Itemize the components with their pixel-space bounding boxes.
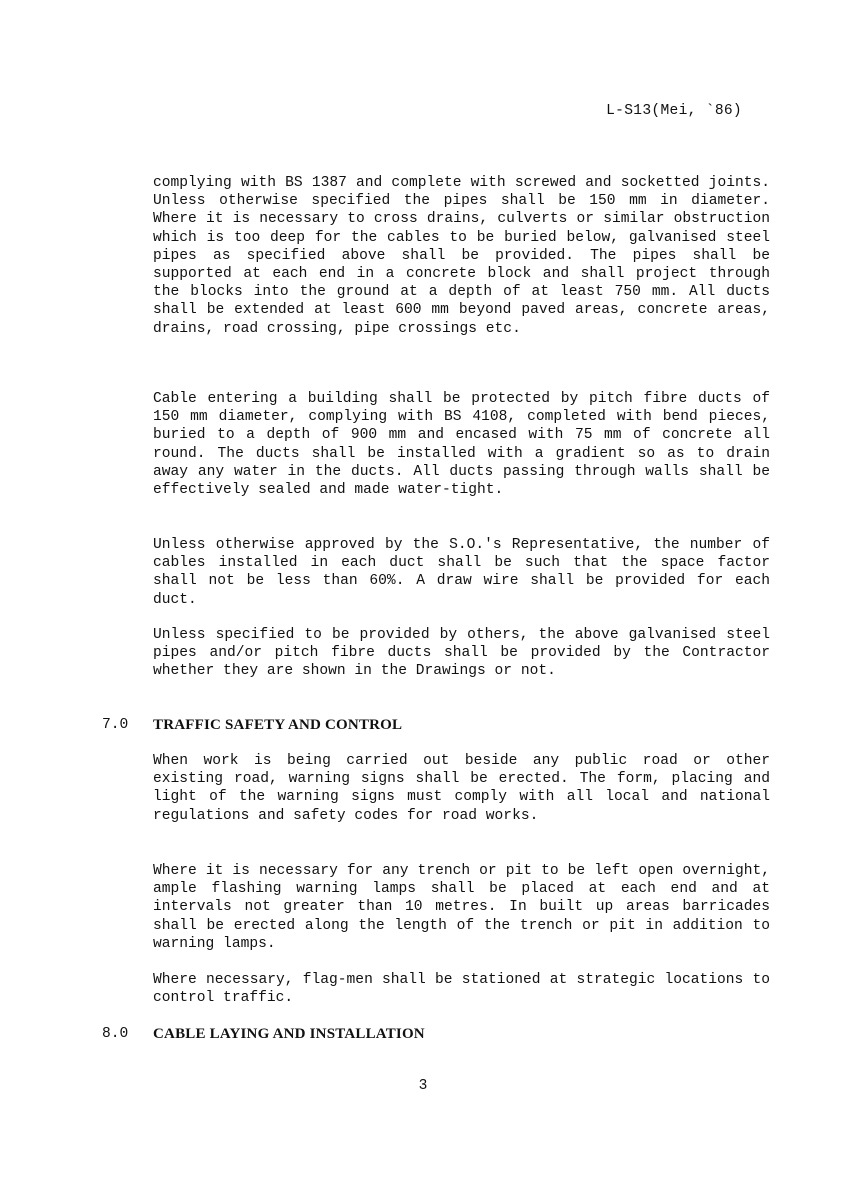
page-number: 3 [418,1078,428,1094]
paragraph-warning-signs: When work is being carried out beside any public road or other existing road, warning signs shall be erected. The form, placing and light of the warning signs must comply with all local and national regulations and safety codes for road works. [153,753,770,824]
section-8-number: 8.0 [102,1026,129,1042]
section-7-number: 7.0 [102,717,129,733]
document-reference: L-S13(Mei, `86) [606,103,742,119]
paragraph-space-factor: Unless otherwise approved by the S.O.'s Representative, the number of cables installed in each duct shall be such that the space factor shall not be less than 60%. A draw wire shall be provided for each duct. [153,537,770,608]
section-8-title: CABLE LAYING AND INSTALLATION [153,1026,425,1042]
section-7-title: TRAFFIC SAFETY AND CONTROL [153,717,403,733]
paragraph-warning-lamps: Where it is necessary for any trench or pit to be left open overnight, ample flashing warning lamps shall be placed at each end and at intervals not greater than 10 metres. In built up areas barricades shall be erected along the length of the trench or pit in addition to warning lamps. [153,863,770,952]
paragraph-ducts-pipes: complying with BS 1387 and complete with screwed and socketted joints. Unless otherwise specified the pipes shall be 150 mm in diameter. Where it is necessary to cross drains, culverts or similar obstruction which is too deep for the cables to be buried below, galvanised steel pipes as specified above shall be provided. The pipes shall be supported at each end in a concrete block and shall project through the blocks into the ground at a depth of at least 750 mm. All ducts shall be extended at least 600 mm beyond paved areas, concrete areas, drains, road crossing, pipe crossings etc. [153,175,770,337]
paragraph-provided-by-contractor: Unless specified to be provided by others, the above galvanised steel pipes and/or pitch fibre ducts shall be provided by the Contractor whether they are shown in the Drawings or not. [153,627,770,680]
paragraph-cable-entering-building: Cable entering a building shall be protected by pitch fibre ducts of 150 mm diameter, complying with BS 4108, completed with bend pieces, buried to a depth of 900 mm and encased with 75 mm of concrete all round. The ducts shall be installed with a gradient so as to drain away any water in the ducts. All ducts passing through walls shall be effectively sealed and made water-tight. [153,391,770,499]
paragraph-flag-men: Where necessary, flag-men shall be stationed at strategic locations to control traffic. [153,972,770,1007]
